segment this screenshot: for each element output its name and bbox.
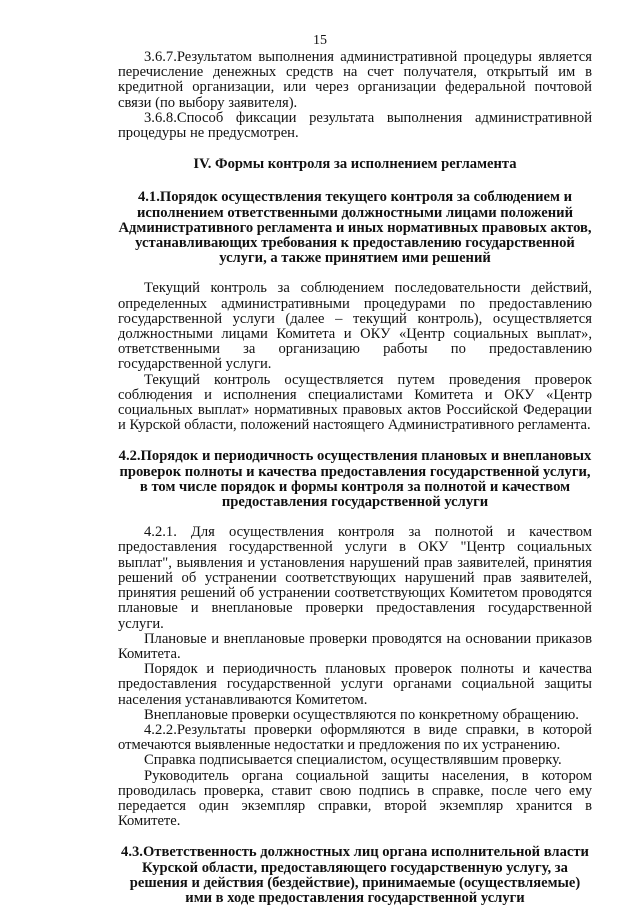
heading-4-2: 4.2.Порядок и периодичность осуществления плановых и внеплановых проверок полноты и качества предоставления государственной услуги, в том числе порядок и формы контроля за полнотой и качеством предоставления государственной услуги xyxy=(118,448,592,511)
paragraph-4-2-1-b: Плановые и внеплановые проверки проводятся на основании приказов Комитета. xyxy=(118,630,592,662)
paragraph-4-1-b: Текущий контроль осуществляется путем проведения проверок соблюдения и исполнения специалистами Комитета и ОКУ «Центр социальных выплат» нормативных правовых актов Российской Федерации и Курской области, положений настоящего Административного регламента. xyxy=(118,371,592,434)
paragraph-3-6-8: 3.6.8.Способ фиксации результата выполнения административной процедуры не предусмотрен. xyxy=(118,109,592,142)
paragraph-4-2-1-c: Порядок и периодичность плановых проверок полноты и качества предоставления государственной услуги органами социальной защиты населения устанавливаются Комитетом. xyxy=(118,661,592,708)
paragraph-4-1-a: Текущий контроль за соблюдением последовательности действий, определенных административными процедурами по предоставлению государственной услуги (далее – текущий контроль), осуществляется должностными лицами Комитета и ОКУ «Центр социальных выплат», ответственными за организацию работы по предоставлению государственной услуги. xyxy=(118,280,592,373)
page-content xyxy=(118,50,592,906)
paragraph-4-2-2-b: Справка подписывается специалистом, осуществлявшим проверку. xyxy=(144,752,562,769)
paragraph-4-2-1: 4.2.1. Для осуществления контроля за полнотой и качеством предоставления государственной услуги в ОКУ "Центр социальных выплат", выявления и установления нарушений прав заявителей, принятия решений об устранении соответствующих нарушений прав заявителей, принятия решений об устранении соответствующих Комитетом проводятся плановые и внеплановые проверки предоставления государственной услуги. xyxy=(118,524,592,632)
heading-4-3: 4.3.Ответственность должностных лиц органа исполнительной власти Курской области, предоставляющего государственную услугу, за решения и действия (бездействие), принимаемые (осуществляемые) ими в ходе предоставления государственной услуги xyxy=(121,844,589,906)
paragraph-4-2-1-d: Внеплановые проверки осуществляются по конкретному обращению. xyxy=(144,706,579,723)
paragraph-3-6-7: 3.6.7.Результатом выполнения административной процедуры является перечисление денежных средств на счет получателя, открытый им в кредитной организации, или через организации федеральной почтовой связи (по выбору заявителя). xyxy=(118,49,592,111)
heading-4-1: 4.1.Порядок осуществления текущего контроля за соблюдением и исполнением ответственными должностными лицами положений Административного регламента и иных нормативных правовых актов, устанавливающих требования к предоставлению государственной услуги, а также принятием ими решений xyxy=(118,189,592,267)
page-number: 15 xyxy=(313,33,327,48)
paragraph-4-2-2: 4.2.2.Результаты проверки оформляются в виде справки, в которой отмечаются выявленные недостатки и предложения по их устранению. xyxy=(118,721,592,754)
paragraph-4-2-2-c: Руководитель органа социальной защиты населения, в котором проводилась проверка, ставит свою подпись в справке, после чего ему передается один экземпляр справки, второй экземпляр хранится в Комитете. xyxy=(118,767,592,830)
section-4-title: IV. Формы контроля за исполнением регламента xyxy=(193,156,517,173)
